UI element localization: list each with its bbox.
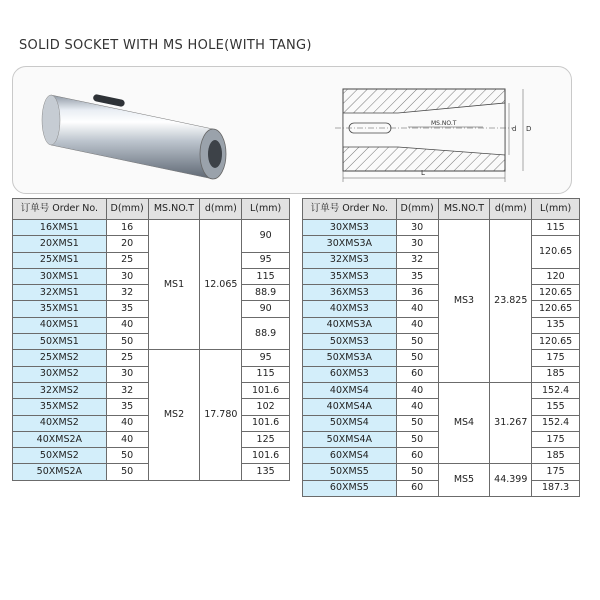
D-value: 40 (396, 301, 438, 317)
order-code: 40XMS2 (13, 415, 107, 431)
col-order-no: 订单号 Order No. (303, 199, 397, 220)
order-code: 50XMS5 (303, 464, 397, 480)
order-code: 50XMS3A (303, 350, 397, 366)
D-value: 25 (106, 252, 148, 268)
order-code: 50XMS3 (303, 334, 397, 350)
order-code: 20XMS1 (13, 236, 107, 252)
D-value: 40 (106, 317, 148, 333)
order-code: 40XMS2A (13, 431, 107, 447)
order-code: 40XMS4 (303, 382, 397, 398)
order-code: 60XMS3 (303, 366, 397, 382)
D-value: 20 (106, 236, 148, 252)
order-code: 25XMS1 (13, 252, 107, 268)
D-value: 25 (106, 350, 148, 366)
L-value: 101.6 (242, 448, 290, 464)
D-value: 35 (396, 268, 438, 284)
order-code: 40XMS1 (13, 317, 107, 333)
D-value: 50 (106, 464, 148, 480)
L-value: 101.6 (242, 382, 290, 398)
order-code: 40XMS3 (303, 301, 397, 317)
D-value: 50 (396, 334, 438, 350)
col-ms: MS.NO.T (148, 199, 200, 220)
L-value: 120.65 (532, 236, 580, 269)
order-code: 30XMS2 (13, 366, 107, 382)
order-code: 50XMS2 (13, 448, 107, 464)
D-value: 50 (396, 431, 438, 447)
D-value: 50 (106, 448, 148, 464)
D-value: 60 (396, 480, 438, 496)
L-value: 187.3 (532, 480, 580, 496)
D-value: 50 (396, 350, 438, 366)
D-value: 35 (106, 301, 148, 317)
D-value: 40 (396, 399, 438, 415)
D-value: 50 (396, 415, 438, 431)
L-value: 115 (242, 268, 290, 284)
L-value: 90 (242, 301, 290, 317)
col-order-no: 订单号 Order No. (13, 199, 107, 220)
D-value: 40 (106, 431, 148, 447)
d-value: 44.399 (490, 464, 532, 497)
order-code: 25XMS2 (13, 350, 107, 366)
D-value: 32 (106, 382, 148, 398)
L-value: 125 (242, 431, 290, 447)
order-code: 35XMS2 (13, 399, 107, 415)
order-code: 50XMS4A (303, 431, 397, 447)
L-label: L (421, 169, 425, 177)
order-code: 50XMS1 (13, 334, 107, 350)
product-illustration-panel (12, 66, 572, 194)
L-value: 152.4 (532, 415, 580, 431)
L-value: 120 (532, 268, 580, 284)
L-value: 175 (532, 431, 580, 447)
order-code: 60XMS5 (303, 480, 397, 496)
ms-value: MS4 (438, 382, 490, 463)
col-d: d(mm) (200, 199, 242, 220)
D-value: 60 (396, 448, 438, 464)
L-value: 101.6 (242, 415, 290, 431)
order-code: 32XMS3 (303, 252, 397, 268)
L-value: 135 (242, 464, 290, 480)
order-code: 60XMS4 (303, 448, 397, 464)
col-D: D(mm) (396, 199, 438, 220)
L-value: 185 (532, 366, 580, 382)
D-value: 16 (106, 220, 148, 236)
order-code: 35XMS3 (303, 268, 397, 284)
L-value: 95 (242, 252, 290, 268)
col-ms: MS.NO.T (438, 199, 490, 220)
d-value: 23.825 (490, 220, 532, 383)
L-value: 155 (532, 399, 580, 415)
D-value: 32 (106, 285, 148, 301)
d-label: d (512, 125, 517, 133)
page-title: SOLID SOCKET WITH MS HOLE(WITH TANG) (19, 38, 312, 53)
socket-photo (42, 94, 226, 179)
L-value: 102 (242, 399, 290, 415)
order-code: 30XMS1 (13, 268, 107, 284)
L-value: 115 (242, 366, 290, 382)
D-value: 30 (106, 366, 148, 382)
L-value: 175 (532, 464, 580, 480)
d-value: 17.780 (200, 350, 242, 480)
ms-value: MS5 (438, 464, 490, 497)
D-value: 30 (106, 268, 148, 284)
order-code: 32XMS1 (13, 285, 107, 301)
order-code: 30XMS3A (303, 236, 397, 252)
d-value: 12.065 (200, 220, 242, 350)
D-value: 30 (396, 236, 438, 252)
order-code: 50XMS2A (13, 464, 107, 480)
d-value: 31.267 (490, 382, 532, 463)
D-value: 32 (396, 252, 438, 268)
D-value: 50 (396, 464, 438, 480)
D-value: 40 (396, 382, 438, 398)
D-value: 50 (106, 334, 148, 350)
ms-value: MS3 (438, 220, 490, 383)
col-L: L(mm) (242, 199, 290, 220)
D-value: 60 (396, 366, 438, 382)
D-value: 40 (396, 317, 438, 333)
L-value: 120.65 (532, 285, 580, 301)
L-value: 175 (532, 350, 580, 366)
L-value: 152.4 (532, 382, 580, 398)
L-value: 135 (532, 317, 580, 333)
D-value: 35 (106, 399, 148, 415)
product-illustration (13, 67, 571, 193)
D-label: D (526, 125, 532, 133)
D-value: 40 (106, 415, 148, 431)
L-value: 120.65 (532, 334, 580, 350)
L-value: 185 (532, 448, 580, 464)
col-L: L(mm) (532, 199, 580, 220)
D-value: 36 (396, 285, 438, 301)
spec-table-right (302, 198, 580, 497)
order-code: 30XMS3 (303, 220, 397, 236)
order-code: 16XMS1 (13, 220, 107, 236)
L-value: 95 (242, 350, 290, 366)
col-D: D(mm) (106, 199, 148, 220)
order-code: 40XMS3A (303, 317, 397, 333)
spec-table-left (12, 198, 290, 481)
order-code: 36XMS3 (303, 285, 397, 301)
L-value: 88.9 (242, 317, 290, 350)
order-code: 50XMS4 (303, 415, 397, 431)
order-code: 32XMS2 (13, 382, 107, 398)
technical-drawing (335, 89, 531, 182)
D-value: 30 (396, 220, 438, 236)
order-code: 35XMS1 (13, 301, 107, 317)
L-value: 120.65 (532, 301, 580, 317)
ms-value: MS2 (148, 350, 200, 480)
col-d: d(mm) (490, 199, 532, 220)
L-value: 90 (242, 220, 290, 253)
L-value: 115 (532, 220, 580, 236)
ms-value: MS1 (148, 220, 200, 350)
order-code: 40XMS4A (303, 399, 397, 415)
L-value: 88.9 (242, 285, 290, 301)
ms-label: MS.NO.T (431, 120, 457, 127)
